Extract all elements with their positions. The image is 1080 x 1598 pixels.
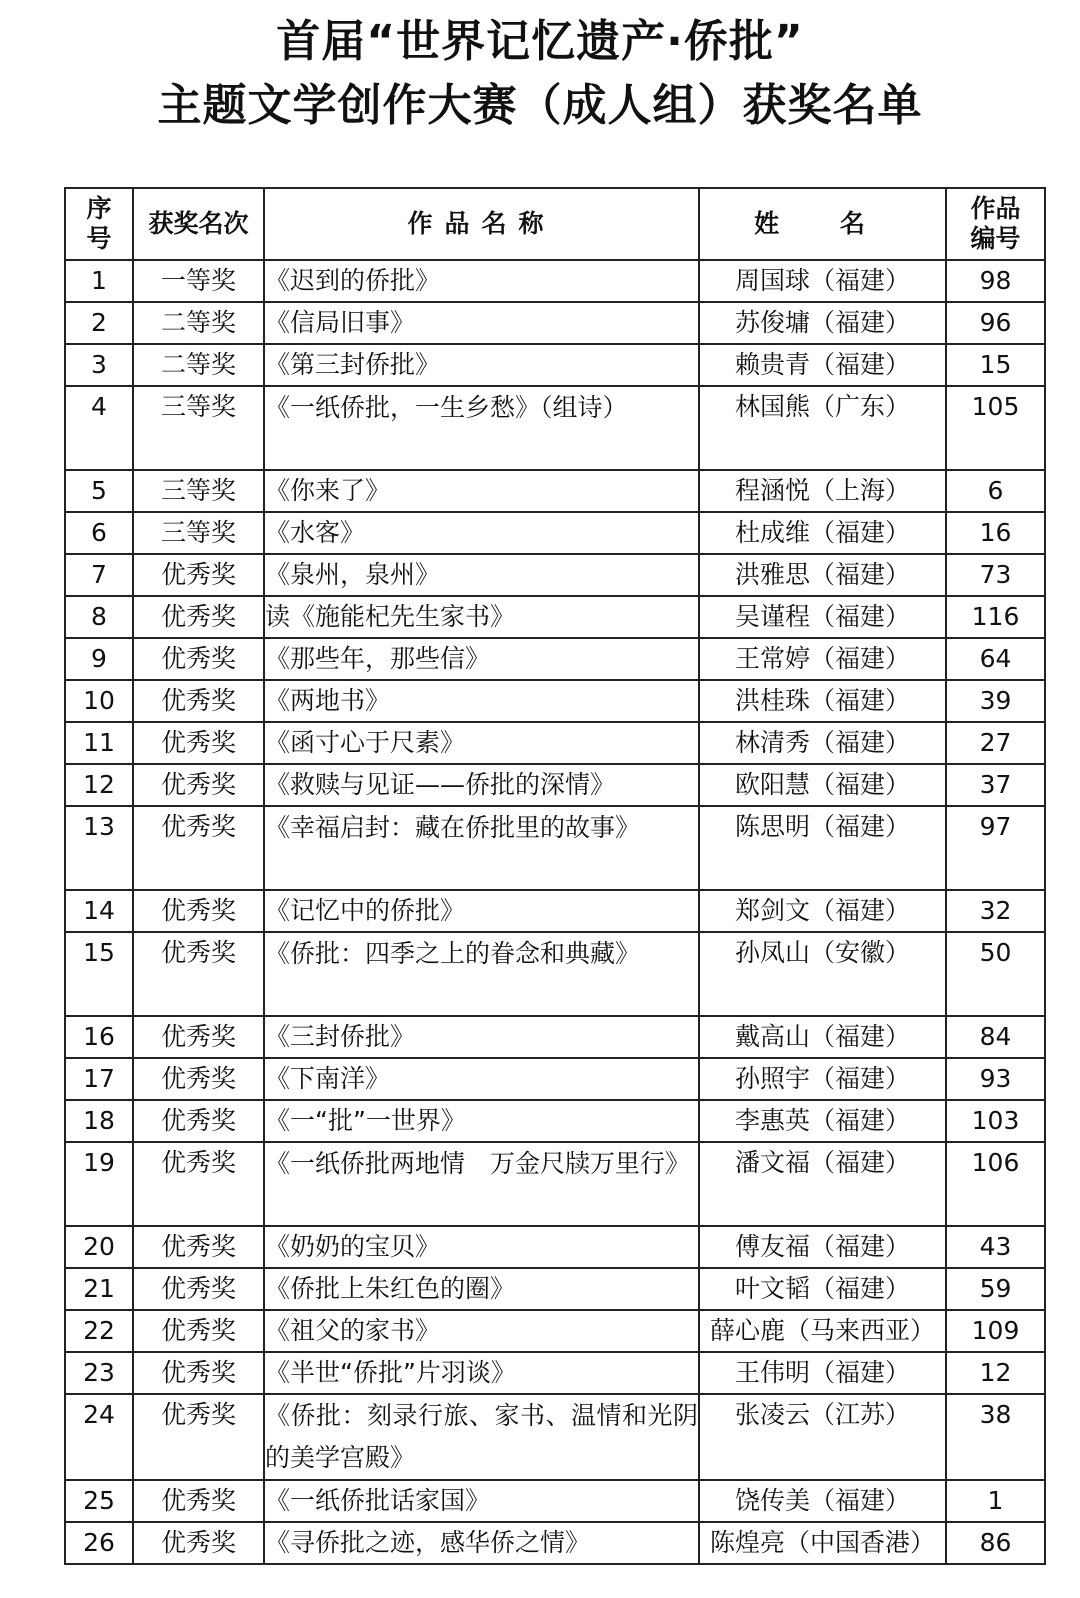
award-rank: 优秀奖 — [133, 554, 264, 596]
row-number: 16 — [65, 1016, 133, 1058]
row-number: 10 — [65, 680, 133, 722]
award-rank: 二等奖 — [133, 302, 264, 344]
work-code: 12 — [946, 1352, 1045, 1394]
work-title: 读《施能杞先生家书》 — [264, 596, 699, 638]
awards-table — [64, 187, 1046, 1565]
column-header-code-line-1: 作品 — [970, 194, 1021, 223]
work-code: 96 — [946, 302, 1045, 344]
work-code: 50 — [946, 932, 1045, 1016]
award-rank: 优秀奖 — [133, 1394, 264, 1480]
table-row — [65, 596, 1045, 638]
table-row — [65, 1352, 1045, 1394]
row-number: 18 — [65, 1100, 133, 1142]
award-rank: 一等奖 — [133, 260, 264, 302]
work-title: 《一纸侨批话家国》 — [264, 1480, 699, 1522]
award-rank: 优秀奖 — [133, 1100, 264, 1142]
work-title: 《迟到的侨批》 — [264, 260, 699, 302]
author-name: 薛心鹿（马来西亚） — [699, 1310, 946, 1352]
award-rank: 优秀奖 — [133, 1016, 264, 1058]
table-row — [65, 1226, 1045, 1268]
work-code: 97 — [946, 806, 1045, 890]
award-rank: 优秀奖 — [133, 1480, 264, 1522]
author-name: 叶文韬（福建） — [699, 1268, 946, 1310]
author-name: 傅友福（福建） — [699, 1226, 946, 1268]
work-title: 《一纸侨批两地情 万金尺牍万里行》 — [264, 1142, 699, 1226]
column-header-no-line-2: 号 — [86, 224, 112, 253]
column-header-no — [65, 188, 133, 260]
work-title: 《半世“侨批”片羽谈》 — [264, 1352, 699, 1394]
row-number: 25 — [65, 1480, 133, 1522]
award-rank: 优秀奖 — [133, 764, 264, 806]
table-row — [65, 680, 1045, 722]
column-header-award: 获奖名次 — [133, 188, 264, 260]
work-code: 15 — [946, 344, 1045, 386]
work-code: 27 — [946, 722, 1045, 764]
award-rank: 优秀奖 — [133, 1310, 264, 1352]
author-name: 吴谨程（福建） — [699, 596, 946, 638]
award-rank: 优秀奖 — [133, 1268, 264, 1310]
award-rank: 优秀奖 — [133, 722, 264, 764]
award-rank: 三等奖 — [133, 512, 264, 554]
award-rank: 优秀奖 — [133, 680, 264, 722]
author-name: 潘文福（福建） — [699, 1142, 946, 1226]
author-name: 孙凤山（安徽） — [699, 932, 946, 1016]
author-name: 李惠英（福建） — [699, 1100, 946, 1142]
row-number: 19 — [65, 1142, 133, 1226]
row-number: 3 — [65, 344, 133, 386]
award-rank: 优秀奖 — [133, 1522, 264, 1564]
work-code: 116 — [946, 596, 1045, 638]
table-row — [65, 1480, 1045, 1522]
work-title: 《信局旧事》 — [264, 302, 699, 344]
author-name: 杜成维（福建） — [699, 512, 946, 554]
row-number: 21 — [65, 1268, 133, 1310]
award-rank: 优秀奖 — [133, 1142, 264, 1226]
work-code: 86 — [946, 1522, 1045, 1564]
page-title-line-1: 首届“世界记忆遗产·侨批” — [276, 16, 804, 67]
award-rank: 优秀奖 — [133, 890, 264, 932]
table-row — [65, 722, 1045, 764]
award-rows — [65, 260, 1045, 1564]
award-rank: 三等奖 — [133, 386, 264, 470]
author-name: 饶传美（福建） — [699, 1480, 946, 1522]
work-title: 《救赎与见证——侨批的深情》 — [264, 764, 699, 806]
column-header-title: 作品名称 — [264, 188, 699, 260]
author-name: 王常婷（福建） — [699, 638, 946, 680]
column-header-author: 姓 名 — [699, 188, 946, 260]
author-name: 林国熊（广东） — [699, 386, 946, 470]
award-rank: 优秀奖 — [133, 932, 264, 1016]
table-row — [65, 1100, 1045, 1142]
table-row — [65, 890, 1045, 932]
award-rank: 优秀奖 — [133, 806, 264, 890]
table-row — [65, 1310, 1045, 1352]
row-number: 7 — [65, 554, 133, 596]
work-title: 《下南洋》 — [264, 1058, 699, 1100]
table-row — [65, 470, 1045, 512]
work-code: 39 — [946, 680, 1045, 722]
author-name: 洪雅思（福建） — [699, 554, 946, 596]
author-name: 欧阳慧（福建） — [699, 764, 946, 806]
row-number: 13 — [65, 806, 133, 890]
work-title: 《一“批”一世界》 — [264, 1100, 699, 1142]
work-title: 《你来了》 — [264, 470, 699, 512]
work-code: 98 — [946, 260, 1045, 302]
column-header-no-line-1: 序 — [86, 194, 112, 223]
author-name: 孙照宇（福建） — [699, 1058, 946, 1100]
row-number: 1 — [65, 260, 133, 302]
work-title: 《水客》 — [264, 512, 699, 554]
row-number: 5 — [65, 470, 133, 512]
table-row — [65, 512, 1045, 554]
work-code: 59 — [946, 1268, 1045, 1310]
work-code: 37 — [946, 764, 1045, 806]
row-number: 8 — [65, 596, 133, 638]
work-code: 32 — [946, 890, 1045, 932]
table-row — [65, 386, 1045, 470]
work-code: 73 — [946, 554, 1045, 596]
row-number: 14 — [65, 890, 133, 932]
author-name: 洪桂珠（福建） — [699, 680, 946, 722]
work-title: 《泉州，泉州》 — [264, 554, 699, 596]
row-number: 17 — [65, 1058, 133, 1100]
work-title: 《函寸心于尺素》 — [264, 722, 699, 764]
work-code: 43 — [946, 1226, 1045, 1268]
table-header-row — [65, 188, 1045, 260]
award-rank: 优秀奖 — [133, 1226, 264, 1268]
author-name: 苏俊墉（福建） — [699, 302, 946, 344]
row-number: 15 — [65, 932, 133, 1016]
work-title: 《奶奶的宝贝》 — [264, 1226, 699, 1268]
work-title: 《侨批上朱红色的圈》 — [264, 1268, 699, 1310]
table-row — [65, 344, 1045, 386]
work-title: 《记忆中的侨批》 — [264, 890, 699, 932]
author-name: 戴高山（福建） — [699, 1016, 946, 1058]
row-number: 23 — [65, 1352, 133, 1394]
work-title: 《侨批：四季之上的眷念和典藏》 — [264, 932, 699, 1016]
work-code: 38 — [946, 1394, 1045, 1480]
table-row — [65, 806, 1045, 890]
author-name: 周国球（福建） — [699, 260, 946, 302]
award-rank: 优秀奖 — [133, 1058, 264, 1100]
column-header-code — [946, 188, 1045, 260]
table-row — [65, 1268, 1045, 1310]
author-name: 王伟明（福建） — [699, 1352, 946, 1394]
table-row — [65, 764, 1045, 806]
row-number: 20 — [65, 1226, 133, 1268]
award-rank: 优秀奖 — [133, 596, 264, 638]
work-code: 16 — [946, 512, 1045, 554]
row-number: 4 — [65, 386, 133, 470]
row-number: 24 — [65, 1394, 133, 1480]
column-header-code-line-2: 编号 — [970, 224, 1021, 253]
work-title: 《祖父的家书》 — [264, 1310, 699, 1352]
table-row — [65, 1522, 1045, 1564]
author-name: 张凌云（江苏） — [699, 1394, 946, 1480]
table-row — [65, 554, 1045, 596]
work-title: 《一纸侨批，一生乡愁》（组诗） — [264, 386, 699, 470]
work-title: 《寻侨批之迹，感华侨之情》 — [264, 1522, 699, 1564]
author-name: 赖贵青（福建） — [699, 344, 946, 386]
work-code: 1 — [946, 1480, 1045, 1522]
row-number: 22 — [65, 1310, 133, 1352]
author-name: 陈煌亮（中国香港） — [699, 1522, 946, 1564]
page-title-line-2: 主题文学创作大赛（成人组）获奖名单 — [157, 80, 923, 131]
work-code: 106 — [946, 1142, 1045, 1226]
work-title: 《两地书》 — [264, 680, 699, 722]
work-code: 93 — [946, 1058, 1045, 1100]
row-number: 11 — [65, 722, 133, 764]
row-number: 12 — [65, 764, 133, 806]
table-row — [65, 1394, 1045, 1480]
work-title: 《三封侨批》 — [264, 1016, 699, 1058]
table-row — [65, 932, 1045, 1016]
work-title: 《第三封侨批》 — [264, 344, 699, 386]
table-row — [65, 1016, 1045, 1058]
work-code: 84 — [946, 1016, 1045, 1058]
author-name: 陈思明（福建） — [699, 806, 946, 890]
table-row — [65, 302, 1045, 344]
table-row — [65, 638, 1045, 680]
table-row — [65, 1142, 1045, 1226]
author-name: 林清秀（福建） — [699, 722, 946, 764]
work-title: 《那些年，那些信》 — [264, 638, 699, 680]
work-code: 105 — [946, 386, 1045, 470]
table-row — [65, 1058, 1045, 1100]
award-rank: 优秀奖 — [133, 638, 264, 680]
work-code: 103 — [946, 1100, 1045, 1142]
award-rank: 优秀奖 — [133, 1352, 264, 1394]
row-number: 2 — [65, 302, 133, 344]
row-number: 6 — [65, 512, 133, 554]
row-number: 9 — [65, 638, 133, 680]
author-name: 程涵悦（上海） — [699, 470, 946, 512]
row-number: 26 — [65, 1522, 133, 1564]
table-row — [65, 260, 1045, 302]
work-code: 64 — [946, 638, 1045, 680]
work-title: 《幸福启封：藏在侨批里的故事》 — [264, 806, 699, 890]
work-code: 109 — [946, 1310, 1045, 1352]
award-rank: 二等奖 — [133, 344, 264, 386]
work-title: 《侨批：刻录行旅、家书、温情和光阴的美学宫殿》 — [264, 1394, 699, 1480]
work-code: 6 — [946, 470, 1045, 512]
award-rank: 三等奖 — [133, 470, 264, 512]
author-name: 郑剑文（福建） — [699, 890, 946, 932]
